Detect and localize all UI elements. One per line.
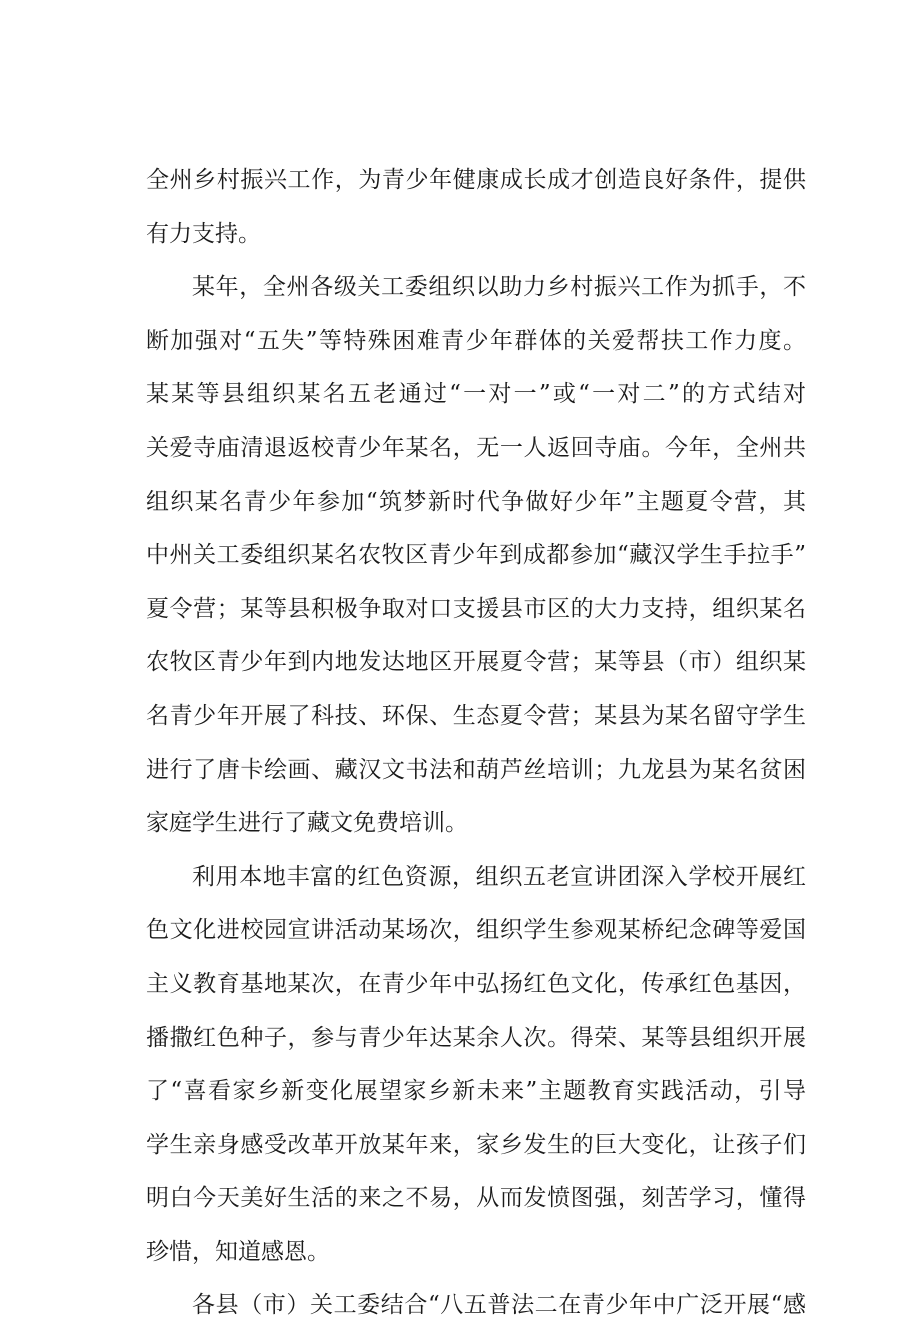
text-line: 学生亲身感受改革开放某年来，家乡发生的巨大变化，让孩子们 <box>146 1131 806 1158</box>
text-line: 利用本地丰富的红色资源，组织五老宣讲团深入学校开展红 <box>192 863 806 890</box>
text-line: 农牧区青少年到内地发达地区开展夏令营；某等县（市）组织某 <box>146 649 806 676</box>
paragraph-1 <box>146 154 806 261</box>
text-line: 某某等县组织某名五老通过“一对一”或“一对二”的方式结对 <box>146 381 806 408</box>
text-line: 夏令营；某等县积极争取对口支援县市区的大力支持，组织某名 <box>146 595 806 622</box>
text-line: 中州关工委组织某名农牧区青少年到成都参加“藏汉学生手拉手” <box>146 542 806 569</box>
paragraph-2 <box>146 261 806 851</box>
text-line: 色文化进校园宣讲活动某场次，组织学生参观某桥纪念碑等爱国 <box>146 917 806 944</box>
text-line: 家庭学生进行了藏文免费培训。 <box>146 810 468 837</box>
text-line: 组织某名青少年参加“筑梦新时代争做好少年”主题夏令营，其 <box>146 488 806 515</box>
text-line: 名青少年开展了科技、环保、生态夏令营；某县为某名留守学生 <box>146 702 806 729</box>
text-line: 了“喜看家乡新变化展望家乡新未来”主题教育实践活动，引导 <box>146 1078 806 1105</box>
text-line: 某年，全州各级关工委组织以助力乡村振兴工作为抓手，不 <box>192 274 806 301</box>
text-line: 珍惜，知道感恩。 <box>146 1238 330 1265</box>
text-line: 主义教育基地某次，在青少年中弘扬红色文化，传承红色基因， <box>146 970 806 997</box>
text-line: 各县（市）关工委结合“八五普法二在青少年中广泛开展“感 <box>192 1292 806 1319</box>
document-body <box>146 154 806 1333</box>
text-line: 进行了唐卡绘画、藏汉文书法和葫芦丝培训；九龙县为某名贫困 <box>146 756 806 783</box>
text-line: 关爱寺庙清退返校青少年某名，无一人返回寺庙。今年，全州共 <box>146 434 806 461</box>
text-line: 全州乡村振兴工作，为青少年健康成长成才创造良好条件，提供 <box>146 167 806 193</box>
paragraph-4 <box>146 1279 806 1333</box>
text-line: 有力支持。 <box>146 220 261 247</box>
paragraph-3 <box>146 851 806 1280</box>
text-line: 断加强对“五失”等特殊困难青少年群体的关爱帮扶工作力度。 <box>146 327 806 354</box>
text-line: 明白今天美好生活的来之不易，从而发愤图强，刻苦学习，懂得 <box>146 1185 806 1212</box>
text-line: 播撒红色种子，参与青少年达某余人次。得荣、某等县组织开展 <box>146 1024 806 1051</box>
